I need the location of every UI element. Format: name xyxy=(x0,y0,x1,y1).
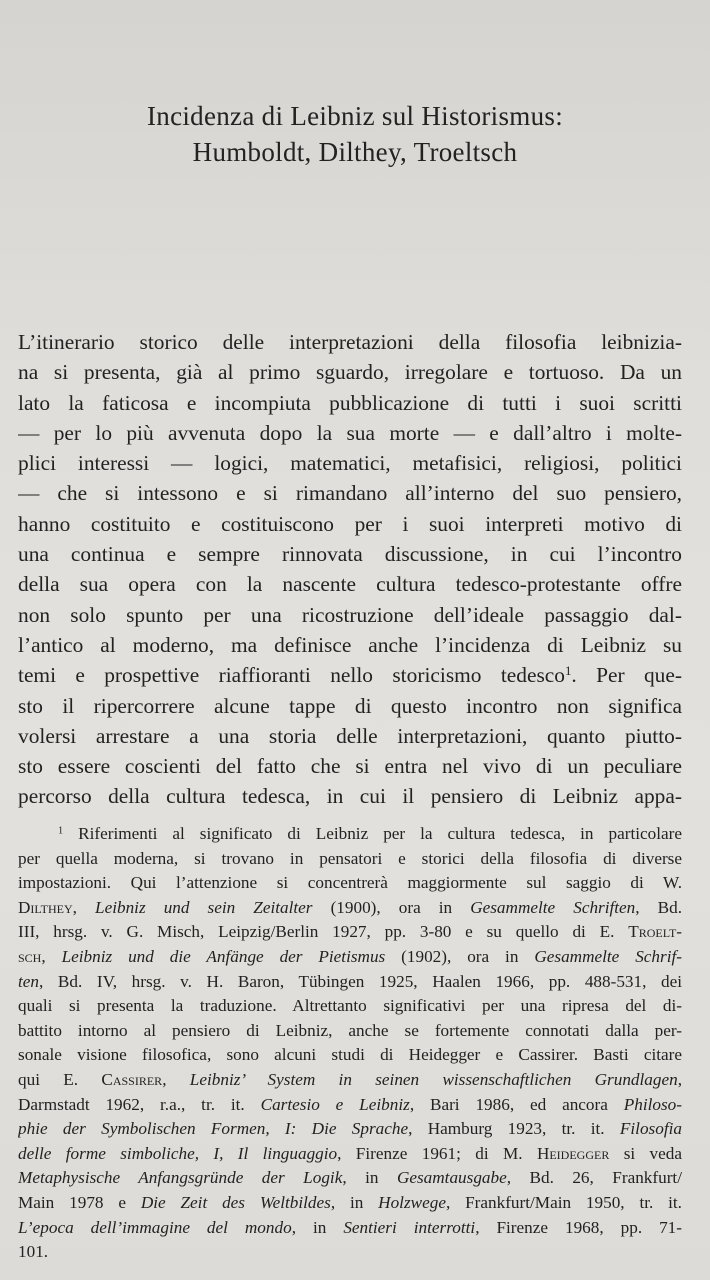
body-text: temi e prospettive riaffioranti nello storicismo tedesco xyxy=(18,663,565,688)
body-paragraph xyxy=(18,327,682,812)
work-title: Filosofia xyxy=(619,1119,682,1139)
work-title: Leibniz und sein Zeitalter xyxy=(95,897,313,917)
work-title: Holzwege xyxy=(378,1192,446,1212)
title-line-1: Incidenza di Leibniz sul Historismus: xyxy=(146,101,564,131)
work-title: Philoso- xyxy=(623,1094,682,1114)
footnote-line: ten, Bd. IV, hrsg. v. H. Baron, Tübingen 1925, Haalen 1966, pp. 488-531, dei xyxy=(18,971,682,991)
work-title: Leibniz und die Anfänge der Pietismus xyxy=(61,946,386,966)
work-title: Die Zeit des Weltbildes xyxy=(140,1192,331,1212)
footnote-line: impostazioni. Qui l’attenzione si concentrerà maggiormente sul saggio di W. xyxy=(18,873,682,893)
footnote-reference: 1 xyxy=(564,664,572,679)
work-title: Metaphysische Anfangsgründe der Logik xyxy=(18,1168,343,1188)
footnote-line: delle forme simboliche, I, Il linguaggio, Firenze 1961; di M. Heidegger si veda xyxy=(18,1143,682,1163)
body-line-with-footnote-ref xyxy=(18,660,682,690)
author-name: Cassirer xyxy=(101,1069,163,1089)
footnote-line: Metaphysische Anfangsgründe der Logik, in Gesamtausgabe, Bd. 26, Frankfurt/ xyxy=(18,1168,682,1188)
body-line: — per lo più avvenuta dopo la sua morte — e dall’altro i molte- xyxy=(18,420,682,445)
footnote-line: Darmstadt 1962, r.a., tr. it. Cartesio e Leibniz, Bari 1986, ed ancora Philoso- xyxy=(18,1094,682,1114)
footnote xyxy=(18,822,682,1265)
work-title: delle forme simboliche, I, Il linguaggio xyxy=(18,1143,338,1163)
body-line: hanno costituito e costituiscono per i suoi interpreti motivo di xyxy=(18,511,682,536)
author-name: Dilthey xyxy=(18,897,73,917)
body-text: . Per que- xyxy=(571,663,682,688)
body-line: — che si intessono e si rimandano all’interno del suo pensiero, xyxy=(18,481,682,506)
footnote-line: quali si presenta la traduzione. Altrettanto significativi per una ripresa del di- xyxy=(18,996,682,1016)
body-line: non solo spunto per una ricostruzione dell’ideale passaggio dal- xyxy=(18,602,682,627)
footnote-line: $^1$ Riferimenti al significato di Leibniz per la cultura tedesca, in particolare xyxy=(58,824,682,843)
work-title: phie der Symbolischen Formen, I: Die Sprache xyxy=(18,1119,409,1139)
footnote-line: Main 1978 e Die Zeit des Weltbildes, in Holzwege, Frankfurt/Main 1950, tr. it. xyxy=(18,1192,682,1212)
footnote-line: III, hrsg. v. G. Misch, Leipzig/Berlin 1927, pp. 3-80 e su quello di E. Troelt- xyxy=(18,922,682,942)
footnote-line: sonale visione filosofica, sono alcuni studi di Heidegger e Cassirer. Basti citare xyxy=(18,1045,682,1065)
body-line: percorso della cultura tedesca, in cui il pensiero di Leibniz appa- xyxy=(18,784,682,809)
body-line: sto il ripercorrere alcune tappe di questo incontro non significa xyxy=(18,693,682,718)
body-line: sto essere coscienti del fatto che si entra nel vivo di un peculiare xyxy=(18,754,682,779)
footnote-line: Dilthey, Leibniz und sein Zeitalter (1900), ora in Gesammelte Schriften, Bd. xyxy=(18,897,682,917)
footnote-line: per quella moderna, si trovano in pensatori e storici della filosofia di diverse xyxy=(18,848,682,868)
title-line-2: Humboldt, Dilthey, Troeltsch xyxy=(192,137,518,167)
body-line: L’itinerario storico delle interpretazioni della filosofia leibnizia- xyxy=(18,330,682,354)
work-title: Gesamtausgabe xyxy=(396,1168,507,1188)
work-title: Leibniz’ System in seinen wissenschaftlichen Grundlagen xyxy=(189,1069,678,1089)
author-name: Heidegger xyxy=(536,1143,610,1163)
author-name: Troelt- xyxy=(628,922,682,942)
body-line: della sua opera con la nascente cultura tedesco-protestante offre xyxy=(18,572,682,597)
footnote-line: L’epoca dell’immagine del mondo, in Sentieri interrotti, Firenze 1968, pp. 71- xyxy=(18,1217,682,1237)
body-line: na si presenta, già al primo sguardo, irregolare e tortuoso. Da un xyxy=(18,360,682,385)
work-title: ten xyxy=(18,971,39,991)
body-line: l’antico al moderno, ma definisce anche l’incidenza di Leibniz su xyxy=(18,632,682,657)
footnote-marker: 1 xyxy=(58,825,64,837)
work-title: Gesammelte Schriften xyxy=(470,897,636,917)
work-title: L’epoca dell’immagine del mondo xyxy=(18,1217,292,1237)
work-title: Gesammelte Schrif- xyxy=(534,946,682,966)
body-line: lato la faticosa e incompiuta pubblicazione di tutti i suoi scritti xyxy=(18,390,682,415)
footnote-line: qui E. Cassirer, Leibniz’ System in seinen wissenschaftlichen Grundlagen, xyxy=(18,1069,682,1089)
footnote-line: sch, Leibniz und die Anfänge der Pietismus (1902), ora in Gesammelte Schrif- xyxy=(18,946,682,966)
chapter-title xyxy=(0,98,710,170)
footnote-line: phie der Symbolischen Formen, I: Die Sprache, Hamburg 1923, tr. it. Filosofia xyxy=(18,1119,682,1139)
body-line: volersi arrestare a una storia delle interpretazioni, quanto piutto- xyxy=(18,723,682,748)
work-title: Sentieri interrotti xyxy=(343,1217,476,1237)
body-line: plici interessi — logici, matematici, metafisici, religiosi, politici xyxy=(18,451,682,476)
footnote-line: 101. xyxy=(18,1242,49,1262)
body-line: una continua e sempre rinnovata discussione, in cui l’incontro xyxy=(18,542,682,567)
work-title: Cartesio e Leibniz xyxy=(260,1094,410,1114)
author-name: sch xyxy=(18,946,42,966)
footnote-line: battito intorno al pensiero di Leibniz, anche se fortemente connotati dalla per- xyxy=(18,1020,682,1040)
